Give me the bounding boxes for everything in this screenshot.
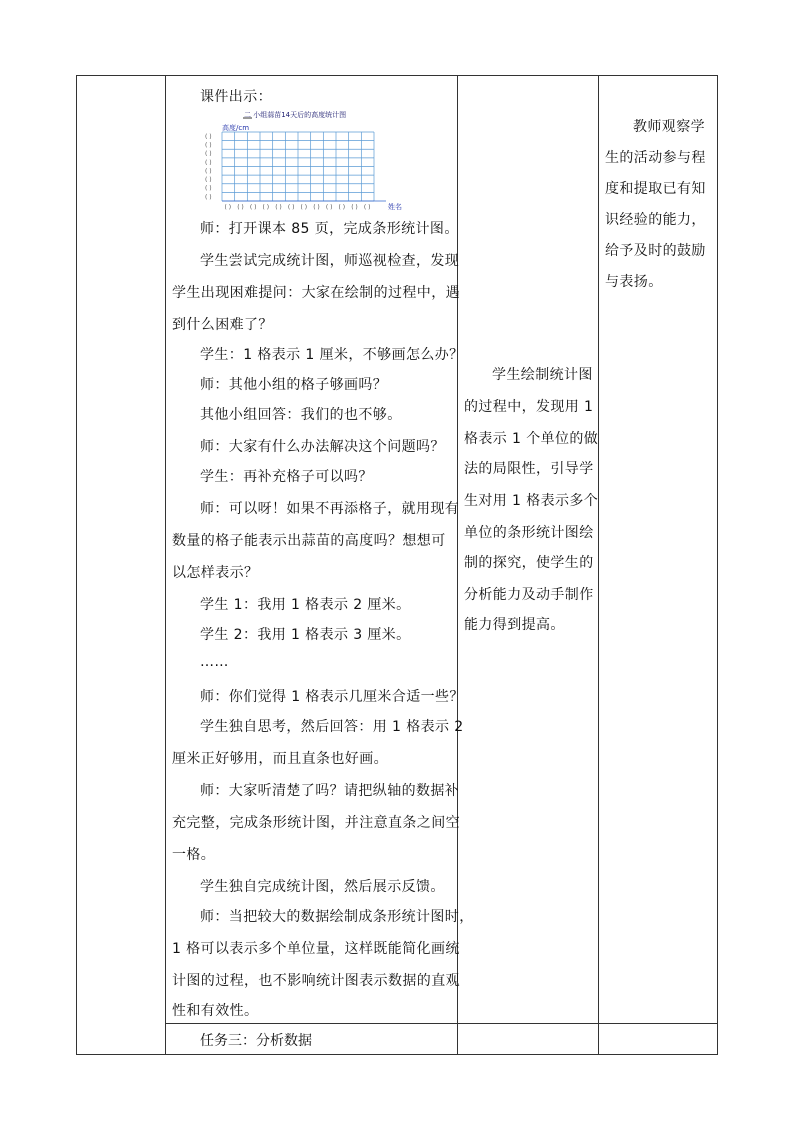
paragraph-line: 师：你们觉得 1 格表示几厘米合适一些？ [200,689,464,705]
y-tick-blank: ( ) [205,142,212,150]
paragraph-line: 学生 1：我用 1 格表示 2 厘米。 [200,597,411,613]
x-tick-blank: ( ) [325,204,333,211]
x-tick-blank: ( ) [351,204,358,211]
x-tick-blank: ( ) [363,204,371,211]
paragraph-line: 性和有效性。 [172,1003,259,1019]
paragraph-line: 分析能力及动手制作 [464,587,594,603]
x-axis-label: 姓名 [388,203,402,211]
paragraph-line: 师：大家有什么办法解决这个问题吗？ [200,439,445,455]
paragraph-line: …… [200,654,229,670]
paragraph-line: 学生出现困难提问：大家在绘制的过程中，遇 [172,285,460,301]
paragraph-line: 厘米正好够用，而且直条也好画。 [172,751,388,767]
y-tick-blank: ( ) [205,159,212,167]
paragraph-line: 的过程中，发现用 1 [464,399,594,415]
y-tick-blank: ( ) [205,193,212,201]
table-left-border [76,75,77,1055]
blank-bar-chart-figure [200,106,400,214]
x-tick-blank: ( ) [249,204,257,211]
paragraph-line: 师：打开课本 85 页，完成条形统计图。 [200,221,459,237]
chart-title: 二 小组蒜苗14天后的高度统计图 [244,111,347,119]
paragraph-line: 师：可以呀！如果不再添格子，就用现有 [200,501,460,517]
chart-grid-svg [200,106,400,214]
paragraph-line: 充完整，完成条形统计图，并注意直条之间空 [172,815,460,831]
paragraph-line: 到什么困难了？ [172,317,273,333]
paragraph-line: 单位的条形统计图绘 [464,525,594,541]
paragraph-line: 生的活动参与程 [605,150,706,166]
paragraph-line: 数量的格子能表示出蒜苗的高度吗？想想可 [172,533,446,549]
paragraph-line: 一格。 [172,847,216,863]
paragraph-line: 与表扬。 [605,274,663,290]
paragraph-line: 师：大家听清楚了吗？请把纵轴的数据补 [200,783,460,799]
y-tick-blank: ( ) [205,185,212,193]
x-tick-blank: ( ) [275,204,282,211]
table-right-border [717,75,718,1055]
x-tick-blank: ( ) [300,204,308,211]
paragraph-line: 能力得到提高。 [464,617,565,633]
y-tick-blank: ( ) [205,167,212,175]
y-axis-label: 高度/cm [222,124,250,132]
table-top-border [76,75,718,76]
paragraph-line: 度和提取已有知 [605,181,706,197]
paragraph-line: 1 格可以表示多个单位量，这样既能简化画统 [172,941,460,957]
y-tick-blank: ( ) [205,150,212,158]
paragraph-line: 学生独自思考，然后回答：用 1 格表示 2 [200,719,464,735]
paragraph-line: 给予及时的鼓励 [605,243,706,259]
paragraph-line: 其他小组回答：我们的也不够。 [200,407,402,423]
chart-grid [222,132,374,201]
paragraph-line: 学生：再补充格子可以吗？ [200,469,373,485]
y-axis-ticks [205,133,212,200]
table-col-divider-1 [165,75,166,1055]
table-bottom-border [76,1054,718,1055]
paragraph-line: 法的局限性，引导学 [464,461,594,477]
x-tick-blank: ( ) [287,204,295,211]
paragraph-line: 师：其他小组的格子够画吗？ [200,377,388,393]
paragraph-line: 学生尝试完成统计图，师巡视检查，发现 [200,253,460,269]
x-tick-blank: ( ) [237,204,244,211]
y-tick-blank: ( ) [205,176,212,184]
task-three-heading: 任务三：分析数据 [200,1033,312,1049]
x-tick-blank: ( ) [224,204,232,211]
paragraph-line: 制的探究，使学生的 [464,555,594,571]
paragraph-line: 识经验的能力， [605,212,706,228]
x-axis-ticks [225,204,371,211]
x-tick-blank: ( ) [313,204,320,211]
x-tick-blank: ( ) [338,204,346,211]
paragraph-line: 学生 2：我用 1 格表示 3 厘米。 [200,627,411,643]
x-tick-blank: ( ) [262,204,270,211]
table-col-divider-3 [598,75,599,1055]
table-row-divider [165,1023,718,1024]
paragraph-line: 计图的过程，也不影响统计图表示数据的直观 [172,973,460,989]
paragraph-line: 学生绘制统计图 [492,367,593,383]
paragraph-line: 教师观察学 [633,119,705,135]
paragraph-line: 师：当把较大的数据绘制成条形统计图时， [200,909,474,925]
paragraph-line: 生对用 1 格表示多个 [464,493,599,509]
paragraph-line: 以怎样表示？ [172,565,259,581]
y-tick-blank: ( ) [205,133,212,141]
paragraph-line: 学生独自完成统计图，然后展示反馈。 [200,879,445,895]
paragraph-line: 学生：1 格表示 1 厘米，不够画怎么办？ [200,347,464,363]
paragraph-line: 格表示 1 个单位的做 [464,431,599,447]
paragraph-line: 课件出示： [200,89,272,105]
